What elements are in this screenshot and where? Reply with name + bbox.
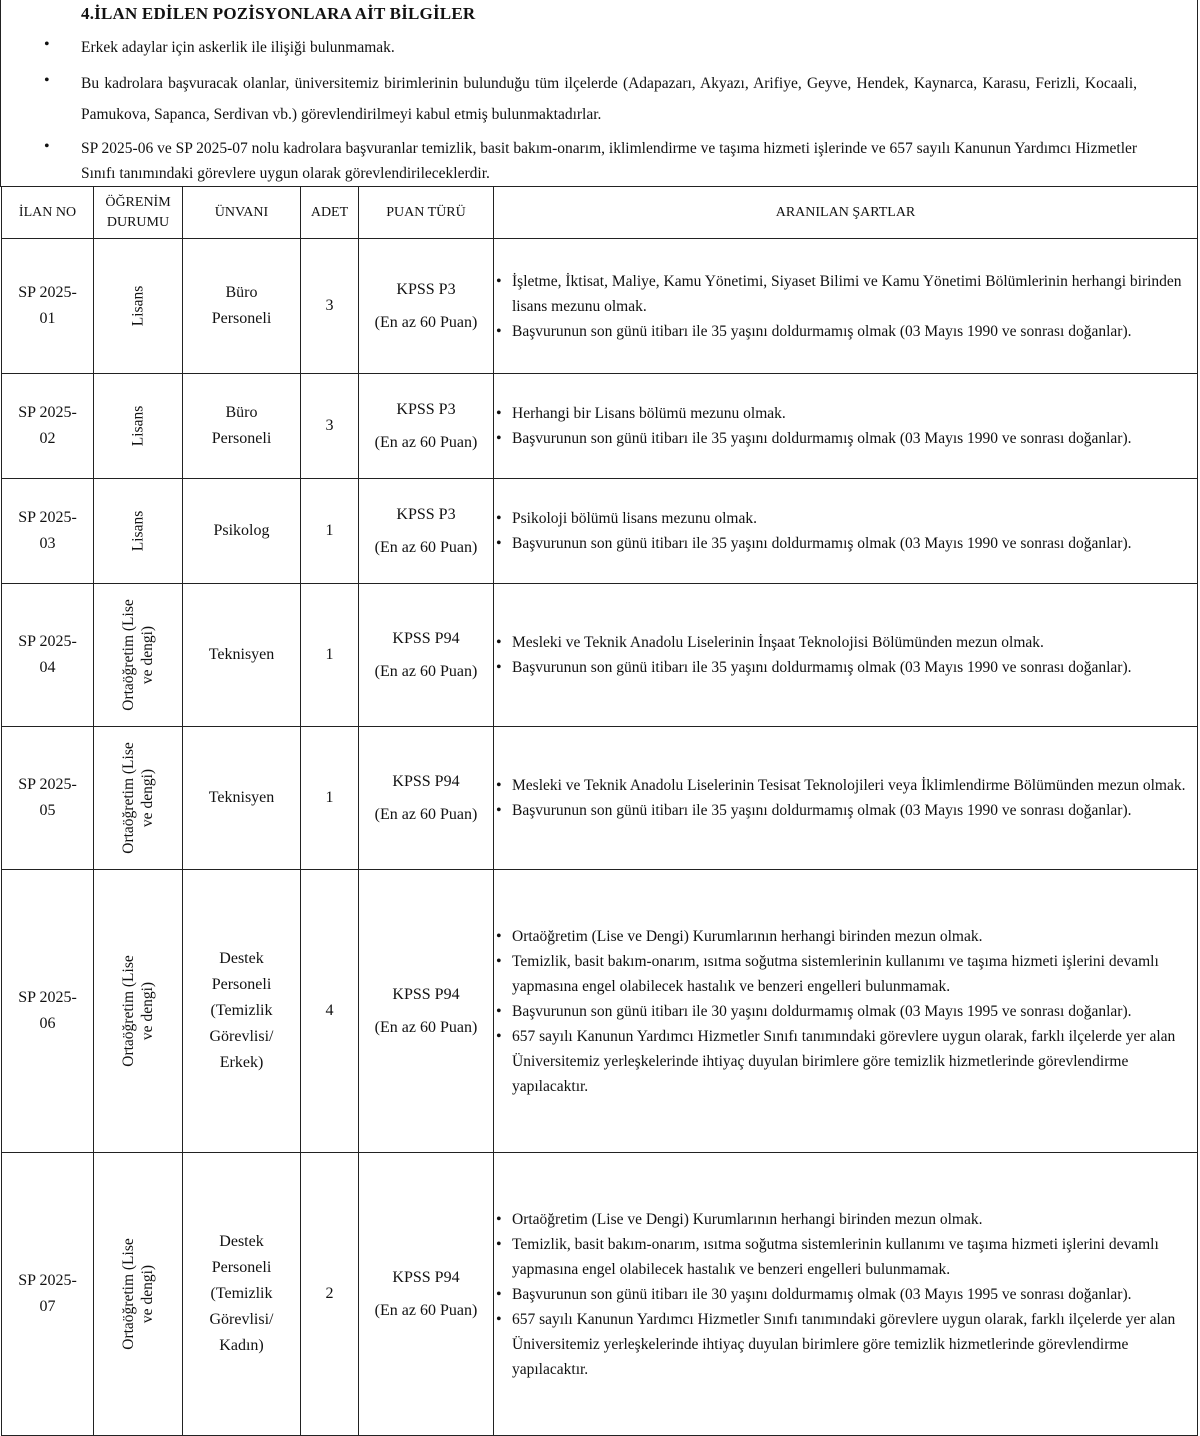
sart-item: • Başvurunun son günü itibarı ile 35 yaşını doldurmamış olmak (03 Mayıs 1990 ve sonrası doğanlar). bbox=[494, 531, 1197, 556]
unvan-cell bbox=[183, 239, 301, 374]
table-row bbox=[2, 727, 1198, 870]
ogrenim-durumu: Lisans bbox=[129, 510, 147, 552]
ogrenim-cell bbox=[94, 374, 183, 479]
header-ilan-no: İLAN NO bbox=[2, 187, 94, 239]
sart-item: • İşletme, İktisat, Maliye, Kamu Yönetimi, Siyaset Bilimi ve Kamu Yönetimi Bölümlerinin herhangi birinden lisans mezunu olmak. bbox=[494, 269, 1197, 319]
sart-item: • Herhangi bir Lisans bölümü mezunu olmak. bbox=[494, 401, 1197, 426]
adet-cell bbox=[301, 1153, 359, 1436]
ilan-no: SP 2025-06 bbox=[18, 989, 77, 1032]
positions-table bbox=[1, 186, 1198, 1436]
adet-cell bbox=[301, 239, 359, 374]
table-row bbox=[2, 479, 1198, 584]
sart-item: • Psikoloji bölümü lisans mezunu olmak. bbox=[494, 506, 1197, 531]
adet: 1 bbox=[325, 646, 334, 663]
unvan: Teknisyen bbox=[208, 789, 275, 806]
ilan-no: SP 2025-01 bbox=[18, 284, 77, 327]
unvan-cell bbox=[183, 584, 301, 727]
adet-cell bbox=[301, 727, 359, 870]
ilan-no: SP 2025-04 bbox=[18, 633, 77, 676]
puan-min: (En az 60 Puan) bbox=[374, 1302, 478, 1319]
table-header-row bbox=[2, 187, 1198, 239]
puan-min: (En az 60 Puan) bbox=[374, 434, 478, 451]
sartlar-cell bbox=[494, 374, 1198, 479]
puan-turu-cell bbox=[359, 1153, 494, 1436]
sartlar-cell bbox=[494, 584, 1198, 727]
puan-min: (En az 60 Puan) bbox=[374, 314, 478, 331]
table-row bbox=[2, 239, 1198, 374]
sartlar-list bbox=[494, 924, 1197, 1099]
intro-section bbox=[0, 0, 1198, 187]
puan-turu: KPSS P3 bbox=[396, 281, 456, 298]
sart-item: • Başvurunun son günü itibarı ile 30 yaşını doldurmamış olmak (03 Mayıs 1995 ve sonrası doğanlar). bbox=[494, 1282, 1197, 1307]
sartlar-cell bbox=[494, 727, 1198, 870]
adet: 1 bbox=[325, 522, 334, 539]
sart-item: • Başvurunun son günü itibarı ile 35 yaşını doldurmamış olmak (03 Mayıs 1990 ve sonrası doğanlar). bbox=[494, 798, 1197, 823]
unvan-cell bbox=[183, 374, 301, 479]
adet-cell bbox=[301, 584, 359, 727]
unvan: Büro Personeli bbox=[211, 284, 272, 327]
unvan: Destek Personeli (Temizlik Görevlisi/ Kadın) bbox=[209, 1233, 274, 1354]
ilan-no: SP 2025-05 bbox=[18, 776, 77, 819]
sartlar-cell bbox=[494, 239, 1198, 374]
sartlar-list bbox=[494, 506, 1197, 556]
sartlar-list bbox=[494, 269, 1197, 344]
sart-item: • Temizlik, basit bakım-onarım, ısıtma soğutma sistemlerinin kullanımı ve taşıma hizmeti işlerini devamlı yapmasına engel olabilecek hastalık ve benzeri engelleri bulunmamak. bbox=[494, 949, 1197, 999]
ogrenim-cell bbox=[94, 1153, 183, 1436]
adet-cell bbox=[301, 479, 359, 584]
table-row bbox=[2, 870, 1198, 1153]
bullet-icon: • bbox=[44, 72, 50, 89]
table-row bbox=[2, 584, 1198, 727]
adet-cell bbox=[301, 870, 359, 1153]
sartlar-cell bbox=[494, 870, 1198, 1153]
sart-item: • Ortaöğretim (Lise ve Dengi) Kurumlarının herhangi birinden mezun olmak. bbox=[494, 1207, 1197, 1232]
table-row bbox=[2, 374, 1198, 479]
intro-bullet-2: Bu kadrolara başvuracak olanlar, üniversitemiz birimlerinin bulunduğu tüm ilçelerde (Adapazarı, Akyazı, Arifiye, Geyve, Hendek, Kaynarca, Karasu, Ferizli, Kocaali, Pamukova, Sapanca, Serdivan vb.) görevlendirilmeyi kabul etmiş bulunmaktadırlar. bbox=[81, 75, 1137, 123]
sartlar-list bbox=[494, 1207, 1197, 1382]
adet: 3 bbox=[325, 417, 334, 434]
unvan: Teknisyen bbox=[208, 646, 275, 663]
puan-turu: KPSS P94 bbox=[392, 1269, 460, 1286]
unvan-cell bbox=[183, 479, 301, 584]
unvan-cell bbox=[183, 727, 301, 870]
sart-item: • 657 sayılı Kanunun Yardımcı Hizmetler Sınıfı tanımındaki görevlere uygun olarak, farklı ilçelerde yer alan Üniversitemiz yerleşkelerinde ihtiyaç duyulan birimlere göre temizlik hizmetlerinde görevlendirme yapılacaktır. bbox=[494, 1024, 1197, 1099]
puan-min: (En az 60 Puan) bbox=[374, 663, 478, 680]
ilan-no-cell bbox=[2, 870, 94, 1153]
puan-turu-cell bbox=[359, 584, 494, 727]
sart-item: • Mesleki ve Teknik Anadolu Liselerinin İnşaat Teknolojisi Bölümünden mezun olmak. bbox=[494, 630, 1197, 655]
section-title: 4.İLAN EDİLEN POZİSYONLARA AİT BİLGİLER bbox=[81, 4, 476, 23]
header-puan: PUAN TÜRÜ bbox=[359, 187, 494, 239]
sartlar-list bbox=[494, 630, 1197, 680]
sart-item: • Başvurunun son günü itibarı ile 35 yaşını doldurmamış olmak (03 Mayıs 1990 ve sonrası doğanlar). bbox=[494, 319, 1197, 344]
bullet-icon: • bbox=[44, 36, 50, 53]
sartlar-cell bbox=[494, 479, 1198, 584]
unvan-cell bbox=[183, 1153, 301, 1436]
puan-turu-cell bbox=[359, 870, 494, 1153]
sart-item: • Başvurunun son günü itibarı ile 35 yaşını doldurmamış olmak (03 Mayıs 1990 ve sonrası doğanlar). bbox=[494, 655, 1197, 680]
sart-item: • Temizlik, basit bakım-onarım, ısıtma soğutma sistemlerinin kullanımı ve taşıma hizmeti işlerini devamlı yapmasına engel olabilecek hastalık ve benzeri engelleri bulunmamak. bbox=[494, 1232, 1197, 1282]
ogrenim-cell bbox=[94, 239, 183, 374]
sart-item: • Ortaöğretim (Lise ve Dengi) Kurumlarının herhangi birinden mezun olmak. bbox=[494, 924, 1197, 949]
ogrenim-durumu: Ortaöğretim (Lise ve dengi) bbox=[120, 955, 156, 1067]
ogrenim-cell bbox=[94, 479, 183, 584]
intro-bullet-3: SP 2025-06 ve SP 2025-07 nolu kadrolara başvuranlar temizlik, basit bakım-onarım, iklimlendirme ve taşıma hizmeti işlerinde ve 657 sayılı Kanunun Yardımcı Hizmetler Sınıfı tanımındaki görevlere uygun olarak görevlendirileceklerdir. bbox=[81, 140, 1138, 182]
ogrenim-durumu: Ortaöğretim (Lise ve dengi) bbox=[120, 742, 156, 854]
ogrenim-durumu: Lisans bbox=[129, 285, 147, 327]
ilan-no: SP 2025-07 bbox=[18, 1272, 77, 1315]
unvan: Destek Personeli (Temizlik Görevlisi/ Erkek) bbox=[209, 950, 274, 1071]
puan-turu-cell bbox=[359, 479, 494, 584]
ogrenim-durumu: Ortaöğretim (Lise ve dengi) bbox=[120, 599, 156, 711]
puan-turu: KPSS P94 bbox=[392, 630, 460, 647]
puan-min: (En az 60 Puan) bbox=[374, 1019, 478, 1036]
ogrenim-durumu: Ortaöğretim (Lise ve dengi) bbox=[120, 1238, 156, 1350]
unvan: Büro Personeli bbox=[211, 404, 272, 447]
ilan-no-cell bbox=[2, 479, 94, 584]
ilan-no: SP 2025-02 bbox=[18, 404, 77, 447]
adet: 3 bbox=[325, 297, 334, 314]
ilan-no: SP 2025-03 bbox=[18, 509, 77, 552]
ilan-no-cell bbox=[2, 727, 94, 870]
sart-item: • Başvurunun son günü itibarı ile 30 yaşını doldurmamış olmak (03 Mayıs 1995 ve sonrası doğanlar). bbox=[494, 999, 1197, 1024]
adet: 4 bbox=[325, 1002, 334, 1019]
adet: 2 bbox=[325, 1285, 334, 1302]
ogrenim-cell bbox=[94, 727, 183, 870]
ilan-no-cell bbox=[2, 584, 94, 727]
ilan-no-cell bbox=[2, 1153, 94, 1436]
unvan-cell bbox=[183, 870, 301, 1153]
header-unvan: ÜNVANI bbox=[183, 187, 301, 239]
ogrenim-cell bbox=[94, 584, 183, 727]
sartlar-list bbox=[494, 773, 1197, 823]
puan-min: (En az 60 Puan) bbox=[374, 806, 478, 823]
puan-turu: KPSS P3 bbox=[396, 506, 456, 523]
unvan: Psikolog bbox=[213, 522, 270, 539]
sart-item: • 657 sayılı Kanunun Yardımcı Hizmetler Sınıfı tanımındaki görevlere uygun olarak, farklı ilçelerde yer alan Üniversitemiz yerleşkelerinde ihtiyaç duyulan birimlere göre temizlik hizmetlerinde görevlendirme yapılacaktır. bbox=[494, 1307, 1197, 1382]
bullet-icon: • bbox=[44, 138, 50, 155]
ilan-no-cell bbox=[2, 239, 94, 374]
adet: 1 bbox=[325, 789, 334, 806]
sart-item: • Mesleki ve Teknik Anadolu Liselerinin Tesisat Teknolojileri veya İklimlendirme Bölümünden mezun olmak. bbox=[494, 773, 1197, 798]
header-ogrenim: ÖĞRENİM DURUMU bbox=[94, 187, 183, 239]
header-adet: ADET bbox=[301, 187, 359, 239]
sartlar-cell bbox=[494, 1153, 1198, 1436]
puan-turu: KPSS P94 bbox=[392, 773, 460, 790]
ogrenim-durumu: Lisans bbox=[129, 405, 147, 447]
puan-turu: KPSS P94 bbox=[392, 986, 460, 1003]
adet-cell bbox=[301, 374, 359, 479]
table-row bbox=[2, 1153, 1198, 1436]
puan-min: (En az 60 Puan) bbox=[374, 539, 478, 556]
header-sartlar: ARANILAN ŞARTLAR bbox=[494, 187, 1198, 239]
puan-turu: KPSS P3 bbox=[396, 401, 456, 418]
puan-turu-cell bbox=[359, 374, 494, 479]
sartlar-list bbox=[494, 401, 1197, 451]
puan-turu-cell bbox=[359, 727, 494, 870]
ogrenim-cell bbox=[94, 870, 183, 1153]
intro-bullet-1: Erkek adaylar için askerlik ile ilişiği bulunmamak. bbox=[81, 39, 395, 56]
sart-item: • Başvurunun son günü itibarı ile 35 yaşını doldurmamış olmak (03 Mayıs 1990 ve sonrası doğanlar). bbox=[494, 426, 1197, 451]
puan-turu-cell bbox=[359, 239, 494, 374]
ilan-no-cell bbox=[2, 374, 94, 479]
